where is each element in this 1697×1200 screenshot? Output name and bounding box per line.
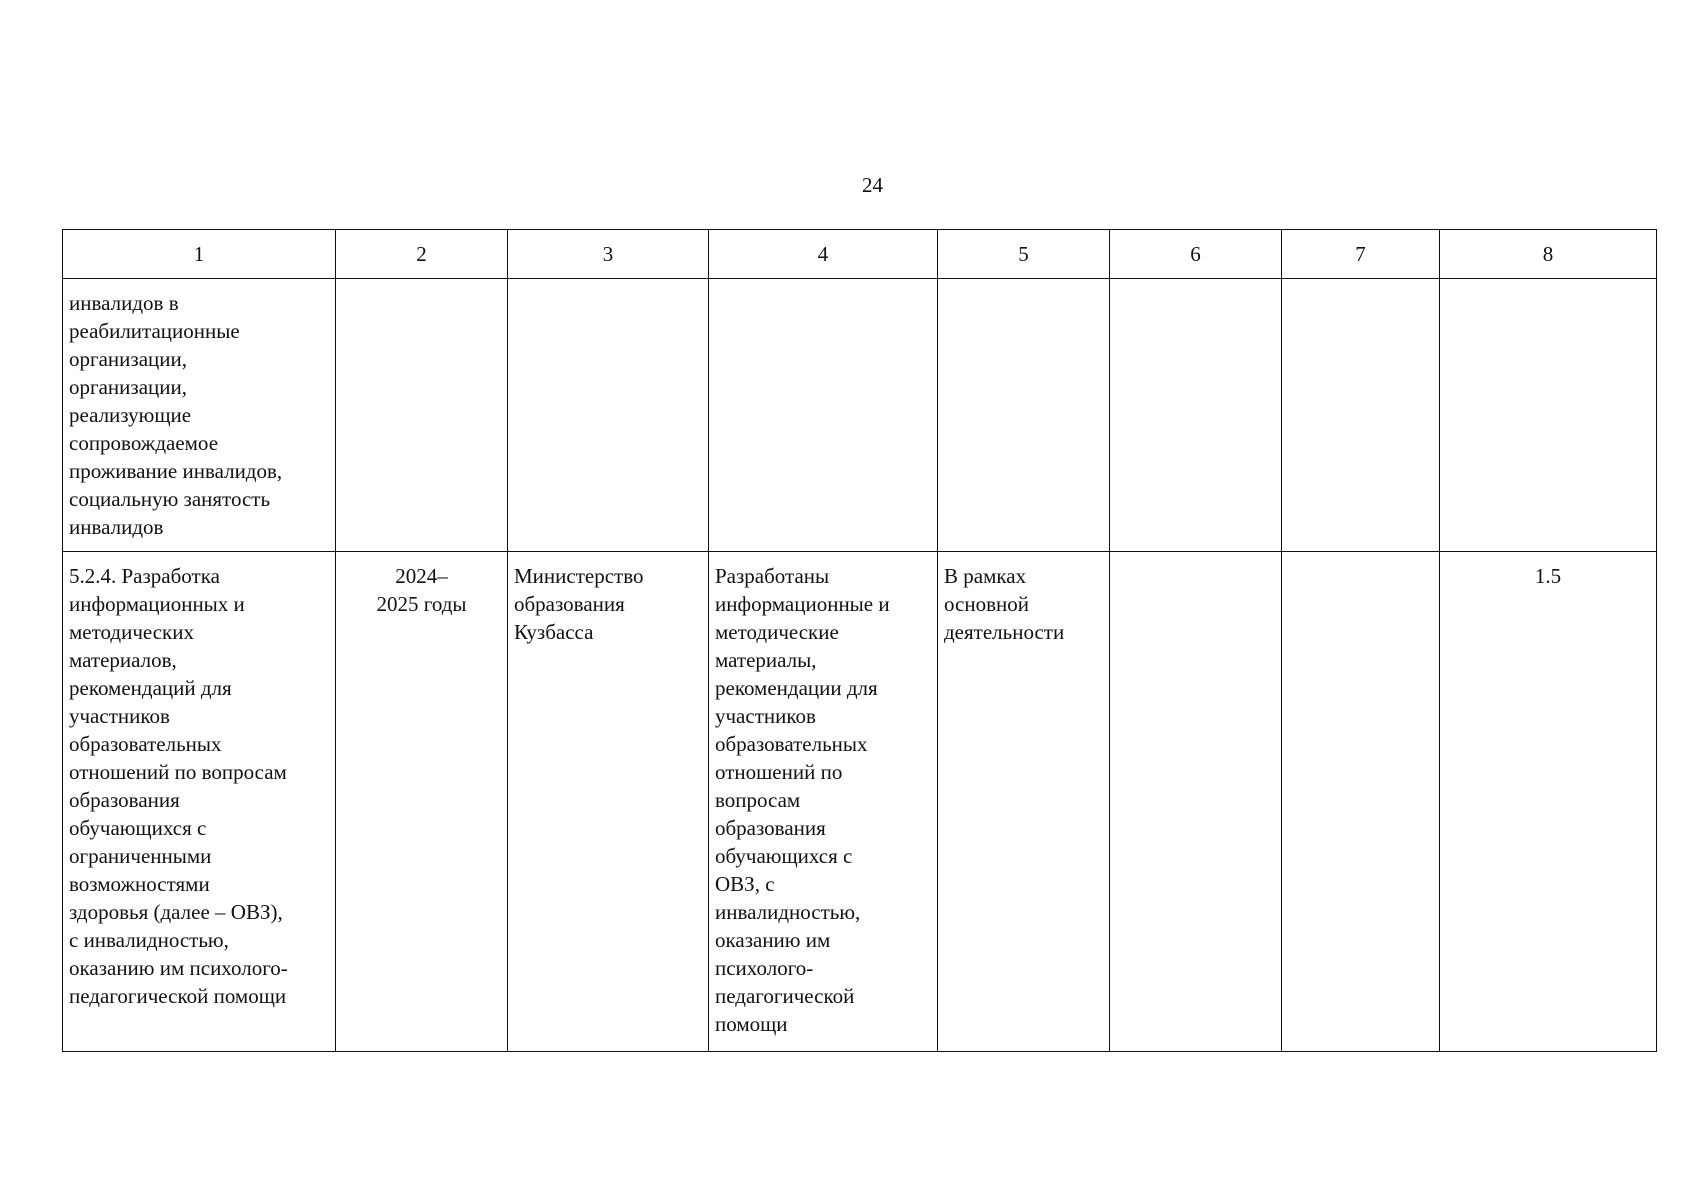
text-line: организации, xyxy=(69,375,187,399)
text-line: отношений по xyxy=(715,760,843,784)
header-cell-2: 2 xyxy=(336,230,508,279)
text-line: материалы, xyxy=(715,648,817,672)
text-line: образования xyxy=(715,816,826,840)
text-line: возможностями xyxy=(69,872,210,896)
text-line: образовательных xyxy=(715,732,868,756)
text-line: Министерство xyxy=(514,564,644,588)
empty-cell xyxy=(938,279,1110,552)
row1-measure-cell xyxy=(63,279,336,552)
text-line: помощи xyxy=(715,1012,788,1036)
text-line: инвалидов в xyxy=(69,291,179,315)
header-cell-5: 5 xyxy=(938,230,1110,279)
text-line: основной xyxy=(944,592,1029,616)
text-line: организации, xyxy=(69,347,187,371)
text-line: 5.2.4. Разработка xyxy=(69,564,220,588)
text-line: обучающихся с xyxy=(69,816,207,840)
text-line: участников xyxy=(715,704,816,728)
text-line: психолого- xyxy=(715,956,814,980)
text-line: методических xyxy=(69,620,194,644)
empty-cell xyxy=(508,279,709,552)
text-line: обучающихся с xyxy=(715,844,853,868)
empty-cell xyxy=(1440,279,1657,552)
text-line: социальную занятость xyxy=(69,487,271,511)
text-line: здоровья (далее – ОВЗ), xyxy=(69,900,283,924)
header-cell-6: 6 xyxy=(1110,230,1282,279)
empty-cell xyxy=(1110,279,1282,552)
text-line: В рамках xyxy=(944,564,1027,588)
text-line: вопросам xyxy=(715,788,801,812)
table-row xyxy=(63,279,1657,552)
row2-responsible-cell xyxy=(508,552,709,1052)
header-cell-4: 4 xyxy=(709,230,938,279)
text-line: педагогической xyxy=(715,984,855,1008)
row2-indicator-cell: 1.5 xyxy=(1440,552,1657,1052)
text-line: оказанию им психолого- xyxy=(69,956,288,980)
text-line: ОВЗ, с xyxy=(715,872,775,896)
text-line: Кузбасса xyxy=(514,620,594,644)
header-cell-1: 1 xyxy=(63,230,336,279)
text-line: материалов, xyxy=(69,648,177,672)
text-line: 2025 годы xyxy=(376,592,467,616)
header-cell-7: 7 xyxy=(1282,230,1440,279)
text-line: участников xyxy=(69,704,170,728)
row2-period-cell xyxy=(336,552,508,1052)
empty-cell xyxy=(336,279,508,552)
text-line: инвалидностью, xyxy=(715,900,861,924)
header-cell-3: 3 xyxy=(508,230,709,279)
text-line: оказанию им xyxy=(715,928,831,952)
text-line: информационные и xyxy=(715,592,890,616)
text-line: с инвалидностью, xyxy=(69,928,229,952)
row2-funding-cell xyxy=(938,552,1110,1052)
text-line: 2024– xyxy=(395,564,448,588)
text-line: Разработаны xyxy=(715,564,830,588)
text-line: отношений по вопросам xyxy=(69,760,287,784)
header-cell-8: 8 xyxy=(1440,230,1657,279)
text-line: педагогической помощи xyxy=(69,984,287,1008)
text-line: методические xyxy=(715,620,839,644)
row2-measure-cell xyxy=(63,552,336,1052)
text-line: рекомендаций для xyxy=(69,676,232,700)
empty-cell xyxy=(1282,279,1440,552)
plan-table xyxy=(62,229,1657,1052)
text-line: образовательных xyxy=(69,732,222,756)
row2-result-cell xyxy=(709,552,938,1052)
text-line: рекомендации для xyxy=(715,676,878,700)
text-line: проживание инвалидов, xyxy=(69,459,283,483)
row2-col7-cell xyxy=(1282,552,1440,1052)
empty-cell xyxy=(709,279,938,552)
text-line: инвалидов xyxy=(69,515,164,539)
text-line: деятельности xyxy=(944,620,1065,644)
text-line: ограниченными xyxy=(69,844,212,868)
row2-col6-cell xyxy=(1110,552,1282,1052)
table-row xyxy=(63,552,1657,1052)
text-line: сопровождаемое xyxy=(69,431,219,455)
text-line: реализующие xyxy=(69,403,192,427)
text-line: образования xyxy=(69,788,180,812)
text-line: реабилитационные xyxy=(69,319,240,343)
text-line: образования xyxy=(514,592,625,616)
page-number: 24 xyxy=(862,173,883,197)
text-line: информационных и xyxy=(69,592,245,616)
table-header-row xyxy=(63,230,1657,279)
